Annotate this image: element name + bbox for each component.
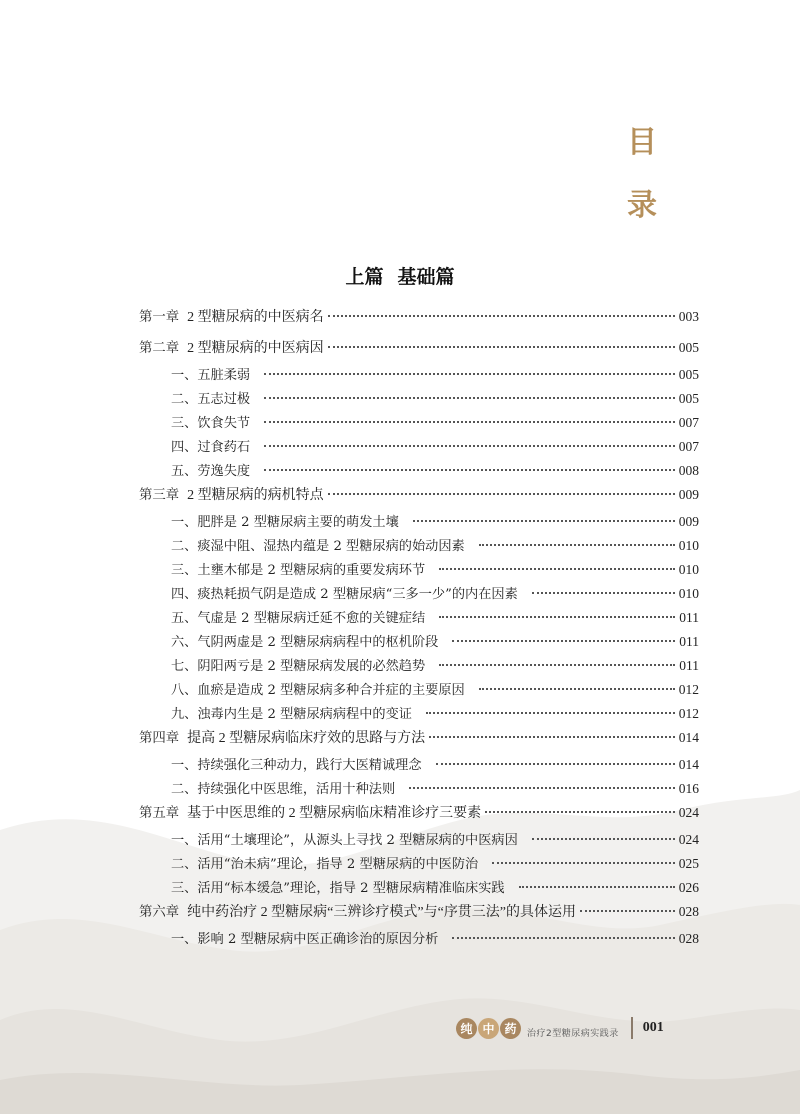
dot-leader [492, 862, 675, 864]
chapter-title: 2 型糖尿病的病机特点 [187, 488, 324, 503]
dot-leader [439, 568, 675, 570]
dot-leader [328, 493, 675, 495]
toc-chapter-row[interactable] [139, 306, 699, 337]
toc-section-row[interactable] [139, 829, 699, 853]
seal-char: 药 [500, 1018, 521, 1039]
toc-section-row[interactable] [139, 436, 699, 460]
chapter-title: 2 型糖尿病的中医病因 [187, 341, 324, 356]
section-title: 四、痰热耗损气阴是造成 2 型糖尿病“三多一少”的内在因素 [171, 587, 518, 602]
title-char: 录 [627, 188, 657, 223]
toc-page-number: 014 [678, 757, 699, 772]
toc-page-number: 011 [679, 634, 699, 649]
chapter-title: 纯中药治疗 2 型糖尿病“三辨诊疗模式”与“序贯三法”的具体运用 [187, 905, 577, 920]
dot-leader [439, 616, 675, 618]
section-title: 四、过食药石 [171, 440, 251, 455]
toc-page-number: 016 [678, 781, 699, 796]
section-title: 二、痰湿中阻、湿热内蕴是 2 型糖尿病的始动因素 [171, 539, 465, 554]
dot-leader [485, 811, 675, 813]
dot-leader [264, 373, 675, 375]
toc-page-number: 024 [678, 832, 699, 847]
toc-page-number: 010 [678, 562, 699, 577]
toc-page-number: 007 [678, 439, 699, 454]
section-title: 二、五志过极 [171, 392, 251, 407]
section-title: 三、活用“标本缓急”理论，指导 2 型糖尿病精准临床实践 [171, 881, 505, 896]
toc-page-number: 008 [678, 463, 699, 478]
page-footer [456, 1017, 664, 1039]
toc-page-number: 005 [678, 367, 699, 382]
chapter-title: 2 型糖尿病的中医病名 [187, 310, 324, 325]
dot-leader [409, 787, 675, 789]
section-title: 二、活用“治未病”理论，指导 2 型糖尿病的中医防治 [171, 857, 479, 872]
toc-page-number: 026 [678, 880, 699, 895]
toc-page-number: 009 [678, 487, 699, 502]
section-title: 五、劳逸失度 [171, 464, 251, 479]
dot-leader [426, 712, 675, 714]
section-title: 一、持续强化三种动力，践行大医精诚理念 [171, 758, 422, 773]
chapter-number: 第六章 [139, 905, 180, 920]
toc-page-number: 009 [678, 514, 699, 529]
dot-leader [439, 664, 675, 666]
dot-leader [532, 592, 675, 594]
toc-page-number: 024 [678, 805, 699, 820]
section-title: 三、土壅木郁是 2 型糖尿病的重要发病环节 [171, 563, 426, 578]
toc-section-row[interactable] [139, 364, 699, 388]
table-of-contents [139, 306, 699, 952]
book-subtitle: 治疗2型糖尿病实践录 [527, 1028, 619, 1039]
toc-section-row[interactable] [139, 388, 699, 412]
dot-leader [436, 763, 675, 765]
dot-leader [479, 544, 675, 546]
toc-section-row[interactable] [139, 535, 699, 559]
section-title: 九、浊毒内生是 2 型糖尿病病程中的变证 [171, 707, 412, 722]
title-char: 目 [627, 125, 657, 160]
dot-leader [328, 346, 675, 348]
page-number: 001 [642, 1020, 664, 1035]
dot-leader [580, 910, 675, 912]
toc-section-row[interactable] [139, 679, 699, 703]
toc-page-number: 012 [678, 706, 699, 721]
seal-char: 中 [478, 1018, 499, 1039]
toc-section-row[interactable] [139, 928, 699, 952]
section-title: 八、血瘀是造成 2 型糖尿病多种合并症的主要原因 [171, 683, 465, 698]
toc-section-row[interactable] [139, 778, 699, 802]
dot-leader [328, 315, 675, 317]
chapter-number: 第四章 [139, 731, 180, 746]
toc-page-number: 007 [678, 415, 699, 430]
footer-divider [631, 1017, 633, 1039]
chapter-title: 提高 2 型糖尿病临床疗效的思路与方法 [187, 731, 426, 746]
toc-section-row[interactable] [139, 511, 699, 535]
dot-leader [264, 445, 675, 447]
dot-leader [264, 421, 675, 423]
toc-section-row[interactable] [139, 754, 699, 778]
chapter-number: 第一章 [139, 310, 180, 325]
section-title: 一、肥胖是 2 型糖尿病主要的萌发土壤 [171, 515, 399, 530]
dot-leader [532, 838, 675, 840]
dot-leader [413, 520, 675, 522]
toc-page-number: 010 [678, 538, 699, 553]
part-label: 上篇 [345, 266, 384, 288]
toc-page-number: 011 [679, 658, 699, 673]
dot-leader [429, 736, 675, 738]
chapter-number: 第三章 [139, 488, 180, 503]
toc-page-number: 025 [678, 856, 699, 871]
toc-heading [622, 125, 662, 223]
toc-section-row[interactable] [139, 631, 699, 655]
toc-page-number: 012 [678, 682, 699, 697]
section-title: 七、阴阳两亏是 2 型糖尿病发展的必然趋势 [171, 659, 426, 674]
toc-section-row[interactable] [139, 853, 699, 877]
chapter-number: 第五章 [139, 806, 180, 821]
toc-page-number: 005 [678, 340, 699, 355]
part-title [0, 262, 800, 289]
toc-section-row[interactable] [139, 559, 699, 583]
toc-section-row[interactable] [139, 655, 699, 679]
section-title: 三、饮食失节 [171, 416, 251, 431]
dot-leader [452, 640, 675, 642]
dot-leader [264, 469, 675, 471]
dot-leader [264, 397, 675, 399]
toc-page-number: 028 [678, 931, 699, 946]
toc-page-number: 003 [678, 309, 699, 324]
toc-page-number: 014 [678, 730, 699, 745]
part-name: 基础篇 [397, 266, 455, 288]
toc-page-number: 005 [678, 391, 699, 406]
toc-section-row[interactable] [139, 877, 699, 901]
seal-char: 纯 [456, 1018, 477, 1039]
dot-leader [519, 886, 675, 888]
chapter-number: 第二章 [139, 341, 180, 356]
section-title: 一、影响 2 型糖尿病中医正确诊治的原因分析 [171, 932, 439, 947]
dot-leader [479, 688, 675, 690]
section-title: 二、持续强化中医思维，活用十种法则 [171, 782, 396, 797]
toc-page-number: 011 [679, 610, 699, 625]
toc-section-row[interactable] [139, 607, 699, 631]
toc-section-row[interactable] [139, 703, 699, 727]
dot-leader [452, 937, 674, 939]
toc-section-row[interactable] [139, 412, 699, 436]
toc-page-number: 028 [678, 904, 699, 919]
section-title: 一、活用“土壤理论”，从源头上寻找 2 型糖尿病的中医病因 [171, 833, 518, 848]
toc-section-row[interactable] [139, 583, 699, 607]
section-title: 一、五脏柔弱 [171, 368, 251, 383]
toc-section-row[interactable] [139, 460, 699, 484]
toc-page-number: 010 [678, 586, 699, 601]
section-title: 五、气虚是 2 型糖尿病迁延不愈的关键症结 [171, 611, 426, 626]
section-title: 六、气阴两虚是 2 型糖尿病病程中的枢机阶段 [171, 635, 439, 650]
chapter-title: 基于中医思维的 2 型糖尿病临床精准诊疗三要素 [187, 806, 482, 821]
